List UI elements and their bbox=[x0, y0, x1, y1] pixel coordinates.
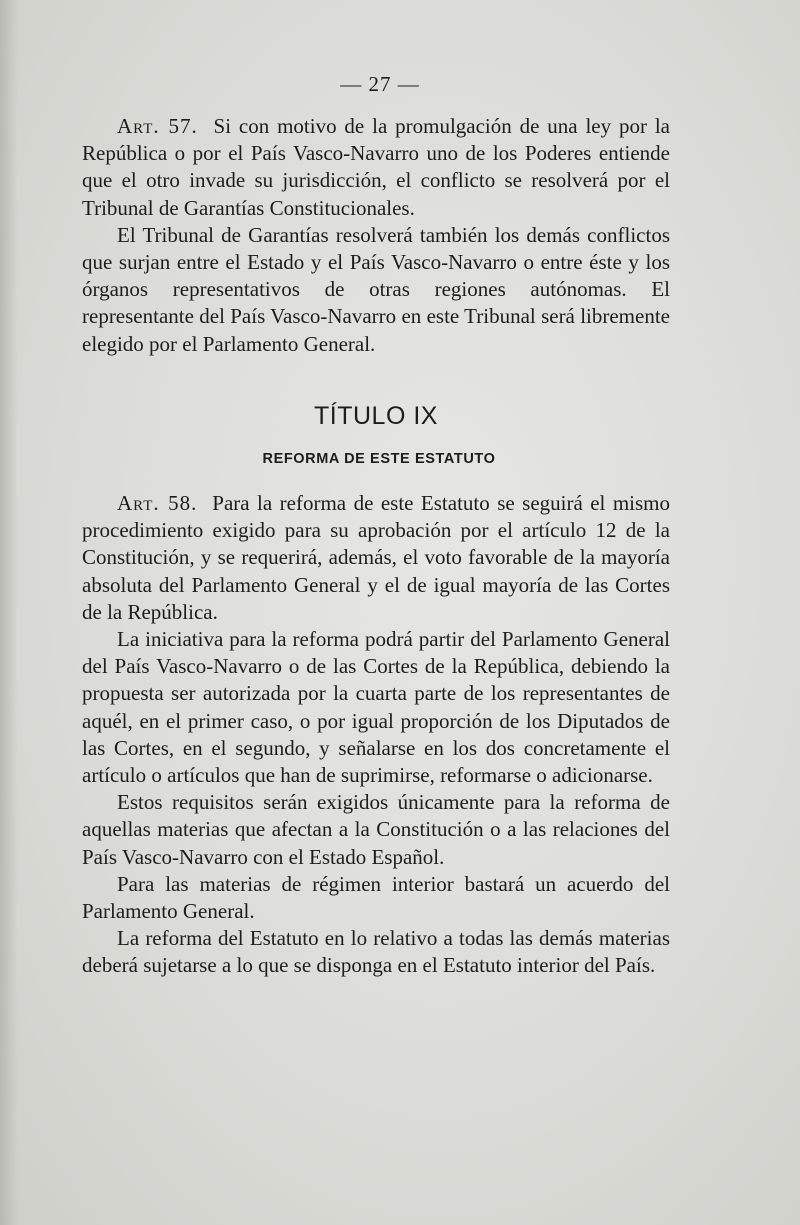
article-58-paragraph-4: Para las materias de régimen interior bastará un acuerdo del Parlamento General. bbox=[82, 871, 670, 924]
binding-shadow bbox=[0, 0, 18, 1225]
article-57-label: Art. 57. bbox=[117, 114, 198, 138]
section-title: TÍTULO IX bbox=[314, 402, 438, 430]
article-58-text-1: Para la reforma de este Estatuto se seguirá el mismo procedimiento exigido para su aprobación por el artículo 12 de la Constitución, y se requerirá, además, el voto favorable de la mayoría absoluta del Parlamento General y el de igual mayoría de las Cortes de la República. bbox=[82, 491, 671, 624]
article-58-paragraph-2: La iniciativa para la reforma podrá partir del Parlamento General del País Vasco-Navarro o de las Cortes de la República, debiendo la propuesta ser autorizada por la cuarta parte de los representantes de aquél, en el primer caso, o por igual proporción de los Diputados de las Cortes, en el segundo, y señalarse en los dos concretamente el artículo o artículos que han de suprimirse, reformarse o adicionarse. bbox=[82, 627, 670, 788]
article-58-paragraph-1 bbox=[82, 490, 670, 626]
section-subtitle: REFORMA DE ESTE ESTATUTO bbox=[262, 451, 496, 467]
article-58-paragraph-5: La reforma del Estatuto en lo relativo a todas las demás materias deberá sujetarse a lo que se disponga en el Estatuto interior del País. bbox=[82, 926, 670, 978]
article-58 bbox=[82, 490, 670, 980]
article-57-text-1: Si con motivo de la promulgación de una ley por la República o por el País Vasco-Navarro uno de los Poderes entiende que el otro invade su jurisdicción, el conflicto se resolverá por el Tribunal de Garantías Constitucionales. bbox=[82, 114, 670, 220]
page-number: — 27 — bbox=[340, 72, 420, 96]
article-57 bbox=[82, 113, 670, 358]
article-58-label: Art. 58. bbox=[117, 491, 198, 515]
article-57-paragraph-1 bbox=[82, 113, 670, 222]
article-58-paragraph-3: Estos requisitos serán exigidos únicamente para la reforma de aquellas materias que afectan a la Constitución o a las relaciones del País Vasco-Navarro con el Estado Español. bbox=[82, 790, 670, 869]
article-57-paragraph-2: El Tribunal de Garantías resolverá también los demás conflictos que surjan entre el Estado y el País Vasco-Navarro o entre éste y los órganos representativos de otras regiones autónomas. El representante del País Vasco-Navarro en este Tribunal será libremente elegido por el Parlamento General. bbox=[82, 222, 670, 356]
